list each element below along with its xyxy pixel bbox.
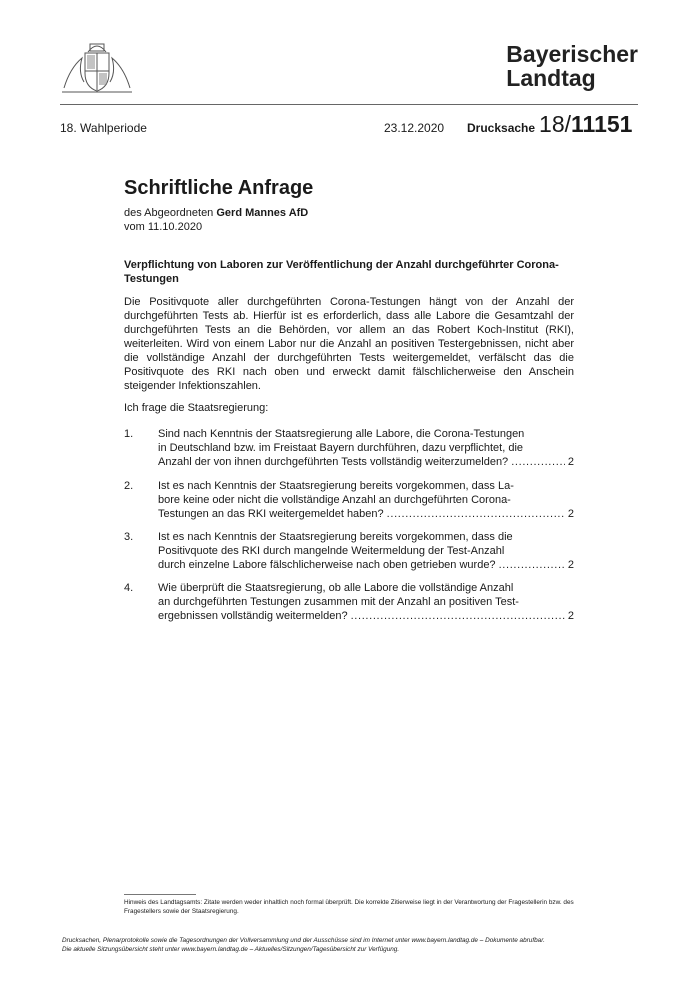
dot-leader [387, 507, 565, 521]
drucksache-id [467, 111, 632, 138]
question-line: Ist es nach Kenntnis der Staatsregierung bereits vorgekommen, dass die [158, 531, 513, 543]
footnote: Hinweis des Landtagsamts: Zitate werden weder inhaltlich noch formal überprüft. Die korrekte Zitierweise liegt in der Verantwortung der Fragestellerin bzw. des Fragestellers sowie der Staatsregierung. [124, 899, 574, 915]
footer-note-line: Die aktuelle Sitzungsübersicht steht unter www.bayern.landtag.de – Aktuelles/Sitzungen/Tagesübersicht zur Verfügung. [62, 946, 400, 953]
question-line: Sind nach Kenntnis der Staatsregierung alle Labore, die Corona-Testungen [158, 428, 525, 440]
question-line: durch einzelne Labore fälschlicherweise nach oben getrieben wurde? [158, 559, 496, 571]
question-line: Ist es nach Kenntnis der Staatsregierung bereits vorgekommen, dass La- [158, 480, 514, 492]
question-number: 2. [124, 480, 134, 492]
byline-prefix: des Abgeordneten [124, 207, 217, 219]
byline [124, 206, 574, 234]
drucksache-serial: 11151 [571, 111, 633, 137]
drucksache-number [539, 111, 632, 137]
question-intro: Ich frage die Staatsregierung: [124, 402, 269, 414]
question-line: in Deutschland bzw. im Freistaat Bayern durchführen, dazu verpflichtet, die [158, 442, 524, 454]
question-line: Positivquote des RKI durch mangelnde Weitermeldung der Test-Anzahl [158, 545, 505, 557]
page-ref: 2 [567, 610, 574, 622]
question-line: ergebnissen vollständig weitermelden? [158, 610, 348, 622]
question-number: 1. [124, 428, 134, 440]
header-divider [60, 104, 638, 105]
request-date: vom 11.10.2020 [124, 221, 203, 233]
footnote-divider [124, 894, 196, 895]
bavarian-coat-of-arms-logo [60, 38, 134, 96]
document-date: 23.12.2020 [384, 121, 445, 135]
question-line: Testungen an das RKI weitergemeldet haben? [158, 508, 384, 520]
question-line: Anzahl der von ihnen durchgeführten Tests vollständig weiterzumelden? [158, 456, 509, 468]
subject-heading: Verpflichtung von Laboren zur Veröffentlichung der Anzahl durchgeführter Corona-Testungen [124, 259, 559, 285]
page-title: Schriftliche Anfrage [124, 177, 314, 199]
dot-leader [511, 455, 565, 469]
brand-line-1: Bayerischer [506, 41, 638, 67]
footer-note [62, 936, 642, 954]
legislative-period: 18. Wahlperiode [60, 121, 147, 135]
drucksache-prefix: 18/ [539, 111, 572, 137]
drucksache-label: Drucksache [467, 121, 536, 135]
page-ref: 2 [567, 456, 574, 468]
question-number: 4. [124, 582, 134, 594]
brand-line-2: Landtag [506, 65, 596, 91]
question-line: Wie überprüft die Staatsregierung, ob alle Labore die vollständige Anzahl [158, 582, 514, 594]
brand-wordmark [506, 42, 638, 90]
body-paragraph: Die Positivquote aller durchgeführten Corona-Testungen hängt von der Anzahl der durchgeführten Tests ab. Hierfür ist es erforderlich, dass alle Labore die Gesamtzahl der durchgeführten Tests an die Behörden, vor allem an das Robert Koch-Institut (RKI), weiterleiten. Wird von einem Labor nur die Anzahl an positiven Testergebnissen, nicht aber die vollständige Anzahl der durchgeführten Tests weitergemeldet, verfälscht das die Positivquote des RKI nach oben und erweckt damit fälschlicherweise den Anschein steigender Infektionszahlen. [124, 296, 574, 392]
page-ref: 2 [567, 559, 574, 571]
page-ref: 2 [567, 508, 574, 520]
dot-leader [351, 609, 565, 623]
author-name: Gerd Mannes AfD [216, 207, 309, 219]
question-number: 3. [124, 531, 134, 543]
question-line: bore keine oder nicht die vollständige Anzahl an durchgeführten Corona- [158, 494, 511, 506]
dot-leader [499, 558, 565, 572]
footer-note-line: Drucksachen, Plenarprotokolle sowie die Tagesordnungen der Vollversammlung und der Ausschüsse sind im Internet unter www.bayern.landtag.de – Dokumente abrufbar. [62, 937, 545, 944]
question-line: an durchgeführten Testungen zusammen mit der Anzahl an positiven Test- [158, 596, 519, 608]
